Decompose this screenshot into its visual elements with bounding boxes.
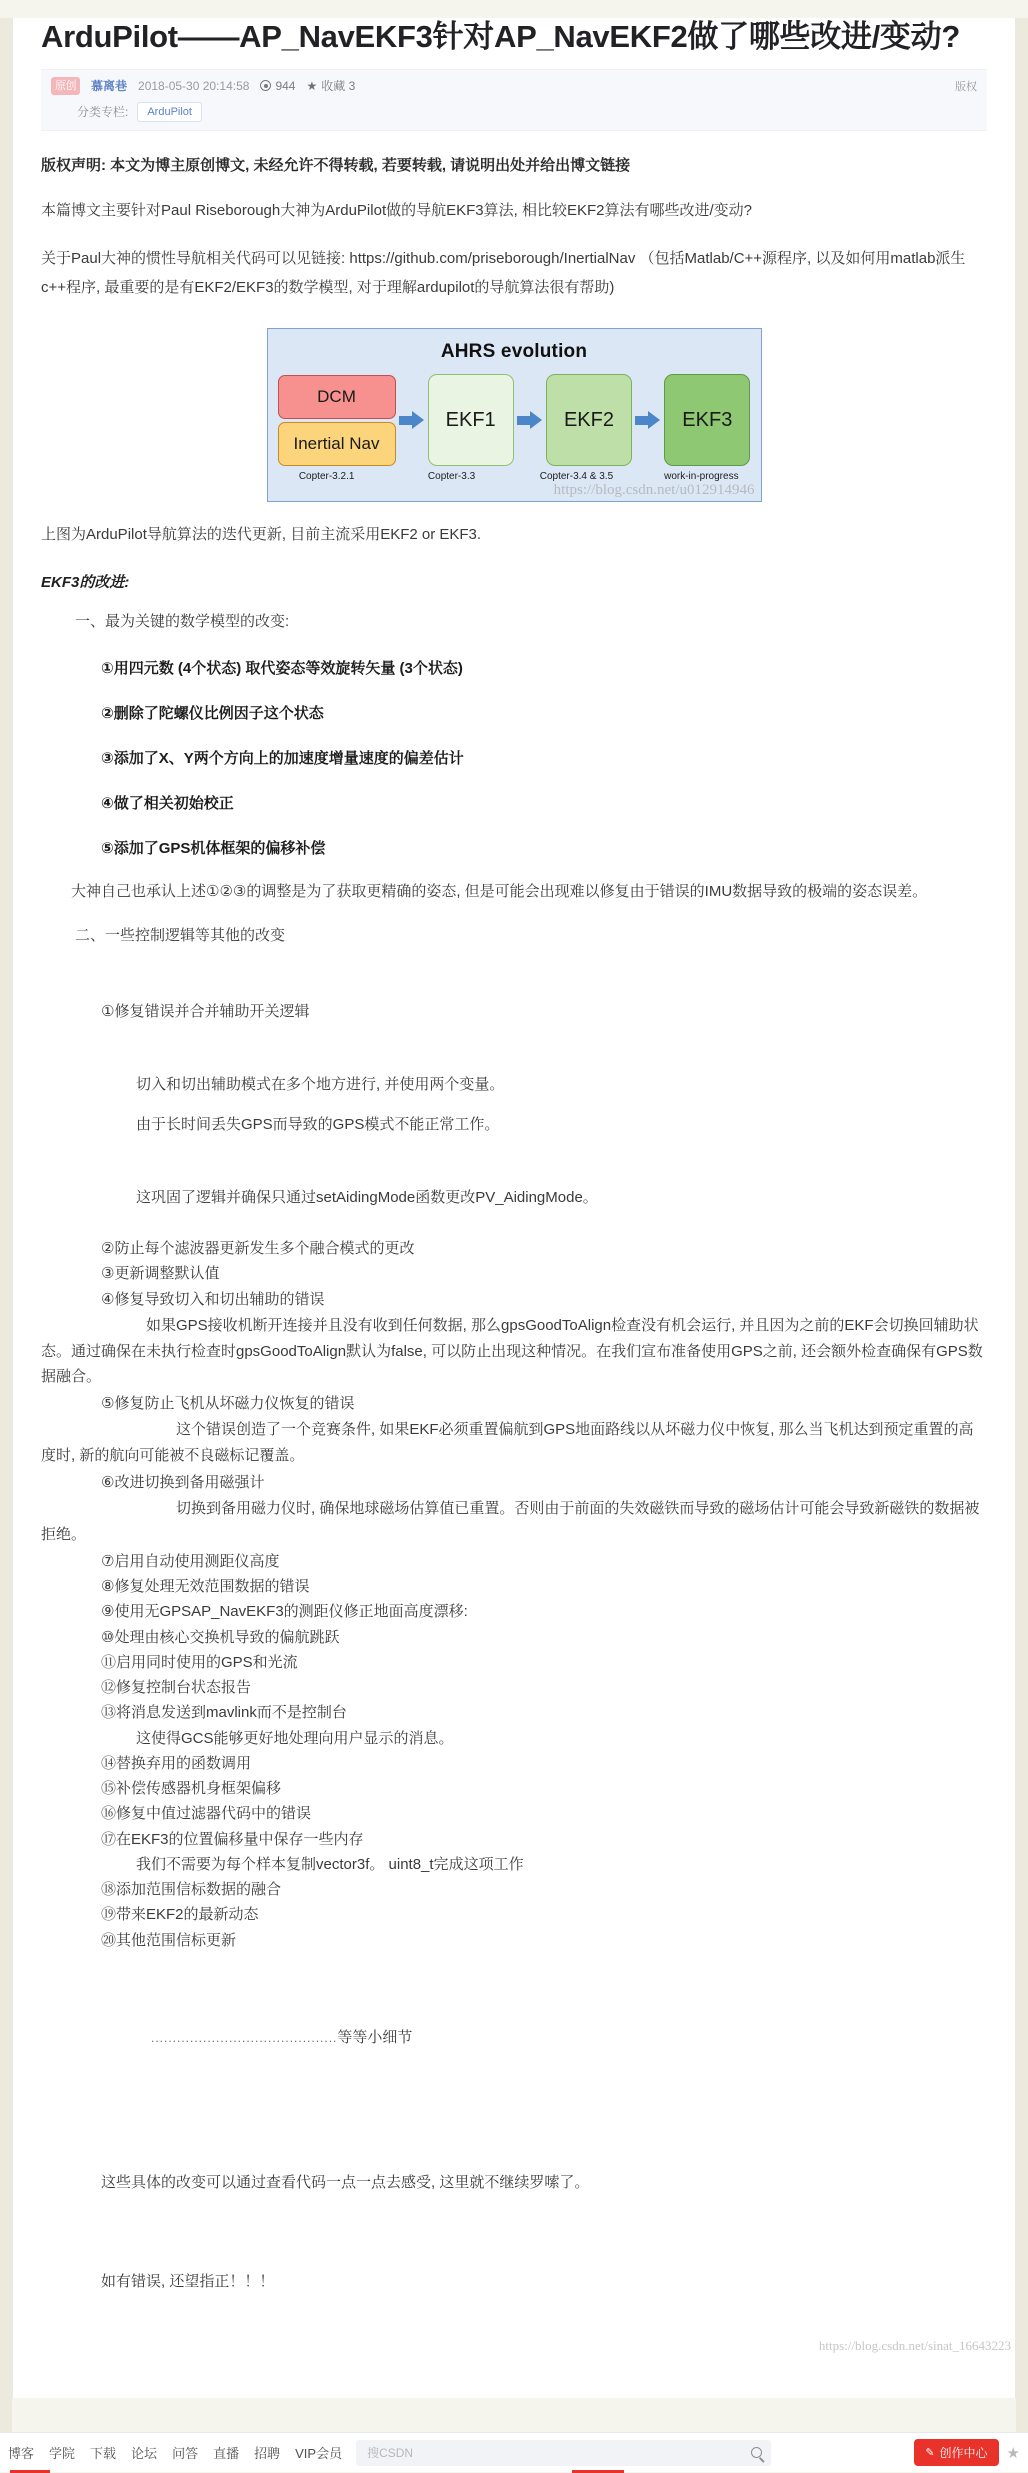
page-watermark: https://blog.csdn.net/sinat_16643223 xyxy=(818,2338,1011,2353)
ahrs-evolution-diagram xyxy=(267,328,762,502)
page-left-margin xyxy=(0,18,12,2472)
search-input[interactable] xyxy=(365,2445,751,2461)
logic-item-5: ⑤修复防止飞机从坏磁力仪恢复的错误 xyxy=(101,1395,355,1413)
article-sheet xyxy=(12,18,1016,2398)
footer-link-group xyxy=(8,2443,342,2462)
logic-item-8: ⑧修复处理无效范围数据的错误 xyxy=(101,1578,310,1596)
footer-link-academy[interactable]: 学院 xyxy=(49,2446,76,2461)
page-right-margin xyxy=(1016,18,1028,2472)
figure-title: AHRS evolution xyxy=(440,341,588,363)
node-ekf2: EKF2 xyxy=(546,374,632,466)
author-link[interactable]: 慕离巷 xyxy=(91,79,128,94)
logic-item-1-sub-2: 由于长时间丢失GPS而导致的GPS模式不能正常工作。 xyxy=(136,1115,500,1133)
original-badge: 原创 xyxy=(51,77,80,95)
logic-item-9: ⑨使用无GPSAP_NavEKF3的测距仪修正地面高度漂移: xyxy=(101,1603,468,1621)
logic-item-6: ⑥改进切换到备用磁强计 xyxy=(101,1474,265,1492)
math-item-2: ②删除了陀螺仪比例因子这个状态 xyxy=(101,704,324,722)
logic-item-3: ③更新调整默认值 xyxy=(101,1265,220,1283)
math-item-1: ①用四元数 (4个状态) 取代姿态等效旋转矢量 (3个状态) xyxy=(101,659,463,677)
logic-item-1-sub-3: 这巩固了逻辑并确保只通过setAidingMode函数更改PV_AidingMode。 xyxy=(136,1188,598,1206)
create-center-label: 创作中心 xyxy=(939,2446,988,2460)
ekf3-improvements-heading: EKF3的改进: xyxy=(41,574,130,592)
logic-item-17: ⑰在EKF3的位置偏移量中保存一些内存 xyxy=(101,1830,364,1848)
footer-link-jobs[interactable]: 招聘 xyxy=(254,2446,281,2461)
footer-link-live[interactable]: 直播 xyxy=(213,2446,240,2461)
logic-item-13: ⑬将消息发送到mavlink而不是控制台 xyxy=(101,1704,347,1722)
category-chip-ardupilot[interactable]: ArduPilot xyxy=(137,102,202,122)
logic-item-1: ①修复错误并合并辅助开关逻辑 xyxy=(101,1003,310,1021)
logic-item-11: ⑪启用同时使用的GPS和光流 xyxy=(101,1653,298,1671)
copyright-statement: 版权声明: 本文为博主原创博文, 未经允许不得转载, 若要转载, 请说明出处并给出博文链接 xyxy=(41,156,631,174)
etc-line xyxy=(151,2026,987,2047)
logic-item-12: ⑫修复控制台状态报告 xyxy=(101,1679,252,1697)
legacy-node-group xyxy=(278,375,396,466)
category-label: 分类专栏: xyxy=(77,105,129,120)
section-one-note: 大神自己也承认上述①②③的调整是为了获取更精确的姿态, 但是可能会出现难以修复由于错误的IMU数据导致的极端的姿态误差。 xyxy=(71,882,928,900)
closing-paragraph-2: 如有错误, 还望指正！！！ xyxy=(101,2273,275,2291)
favorite-count-value: 收藏 3 xyxy=(321,79,356,94)
bottom-navigation-bar xyxy=(0,2432,1028,2472)
footer-star-icon[interactable]: ★ xyxy=(1006,2444,1020,2462)
node-dcm: DCM xyxy=(278,375,396,419)
figure-explain-paragraph: 上图为ArduPilot导航算法的迭代更新, 目前主流采用EKF2 or EKF3. xyxy=(41,526,482,544)
ahrs-figure-wrap xyxy=(41,328,987,502)
favorite-count[interactable] xyxy=(306,77,355,94)
closing-paragraph-1: 这些具体的改变可以通过查看代码一点一点去感受, 这里就不继续罗嗦了。 xyxy=(101,2173,590,2191)
figure-watermark: https://blog.csdn.net/u012914946 xyxy=(553,482,755,499)
logic-item-14: ⑭替换弃用的函数调用 xyxy=(101,1754,252,1772)
footer-link-forum[interactable]: 论坛 xyxy=(131,2446,158,2461)
search-box[interactable] xyxy=(356,2440,771,2466)
arrow-icon-2 xyxy=(517,411,543,429)
caption-work-in-progress: work-in-progress xyxy=(664,471,739,483)
logic-item-13-sub: 这使得GCS能够更好地处理向用户显示的消息。 xyxy=(136,1729,454,1747)
math-item-4: ④做了相关初始校正 xyxy=(101,794,234,812)
math-item-5: ⑤添加了GPS机体框架的偏移补偿 xyxy=(101,839,326,857)
logic-item-1-sub-1: 切入和切出辅助模式在多个地方进行, 并使用两个变量。 xyxy=(136,1076,505,1094)
logic-item-4: ④修复导致切入和切出辅助的错误 xyxy=(101,1290,325,1308)
eye-icon xyxy=(260,80,271,91)
logic-item-20: ⑳其他范围信标更新 xyxy=(101,1931,237,1949)
logic-item-16: ⑯修复中值过滤器代码中的错误 xyxy=(101,1805,312,1823)
github-link-paragraph: 关于Paul大神的惯性导航相关代码可以见链接: https://github.com/priseborough/InertialNav （包括Matlab/C++源程序, 以及如何用matlab派生c++程序, 最重要的是有EKF2/EKF3的数学模型, 对于理解ardupilot的导航算法很有帮助) xyxy=(41,249,966,296)
node-inertial-nav: Inertial Nav xyxy=(278,422,396,466)
footer-link-qa[interactable]: 问答 xyxy=(172,2446,199,2461)
etc-dots: ........................................... xyxy=(151,2030,338,2045)
node-ekf1: EKF1 xyxy=(428,374,514,466)
etc-text: 等等小细节 xyxy=(337,2028,413,2046)
logic-item-17-sub: 我们不需要为每个样本复制vector3f。 uint8_t完成这项工作 xyxy=(136,1855,524,1873)
search-icon[interactable] xyxy=(751,2447,762,2458)
page-title: ArduPilot——AP_NavEKF3针对AP_NavEKF2做了哪些改进/变动? xyxy=(41,19,960,54)
footer-link-download[interactable]: 下载 xyxy=(90,2446,117,2461)
create-center-button[interactable] xyxy=(914,2439,998,2466)
logic-item-4-sub: 如果GPS接收机断开连接并且没有收到任何数据, 那么gpsGoodToAlign检查没有机会运行, 并且因为之前的EKF会切换回辅助状态。通过确保在未执行检查时gpsGoodToAlign默认为false, 可以防止出现这种情况。在我们宣布准备使用GPS之前, 还会额外检查确保有GPS数据融合。 xyxy=(41,1316,983,1386)
footer-link-vip[interactable]: VIP会员 xyxy=(295,2446,343,2461)
publish-date: 2018-05-30 20:14:58 xyxy=(138,78,250,93)
logic-item-19: ⑲带来EKF2的最新动态 xyxy=(101,1906,259,1924)
section-one-heading: 一、最为关键的数学模型的改变: xyxy=(75,613,290,631)
caption-copter-321: Copter-3.2.1 xyxy=(298,471,355,483)
view-count xyxy=(260,79,295,93)
logic-item-6-sub: 切换到备用磁力仪时, 确保地球磁场估算值已重置。否则由于前面的失效磁铁而导致的磁场估计可能会导致新磁铁的数据被拒绝。 xyxy=(41,1500,980,1544)
logic-item-2: ②防止每个滤波器更新发生多个融合模式的更改 xyxy=(101,1240,415,1258)
section-two-heading: 二、一些控制逻辑等其他的改变 xyxy=(75,926,286,944)
intro-paragraph: 本篇博文主要针对Paul Riseborough大神为ArduPilot做的导航EKF3算法, 相比较EKF2算法有哪些改进/变动? xyxy=(41,202,752,220)
logic-item-18: ⑱添加范围信标数据的融合 xyxy=(101,1881,282,1899)
logic-item-7: ⑦启用自动使用测距仪高度 xyxy=(101,1552,280,1570)
post-meta-bar xyxy=(41,69,987,131)
footer-link-blog[interactable]: 博客 xyxy=(8,2446,35,2461)
pen-icon: ✎ xyxy=(925,2447,935,2459)
view-count-value: 944 xyxy=(275,78,296,93)
copyright-link[interactable]: 版权 xyxy=(955,80,977,93)
node-ekf3: EKF3 xyxy=(664,374,750,466)
caption-copter-33: Copter-3.3 xyxy=(427,471,476,483)
logic-item-15: ⑮补偿传感器机身框架偏移 xyxy=(101,1780,282,1798)
math-item-3: ③添加了X、Y两个方向上的加速度增量速度的偏差估计 xyxy=(101,749,464,767)
arrow-icon-1 xyxy=(399,411,425,429)
caption-copter-34-35: Copter-3.4 & 3.5 xyxy=(539,471,614,483)
star-icon: ★ xyxy=(306,78,318,93)
arrow-icon-3 xyxy=(635,411,661,429)
logic-item-5-sub: 这个错误创造了一个竞赛条件, 如果EKF必须重置偏航到GPS地面路线以从坏磁力仪中恢复, 那么当飞机达到预定重置的高度时, 新的航向可能被不良磁标记覆盖。 xyxy=(41,1421,974,1465)
logic-item-10: ⑩处理由核心交换机导致的偏航跳跃 xyxy=(101,1628,340,1646)
